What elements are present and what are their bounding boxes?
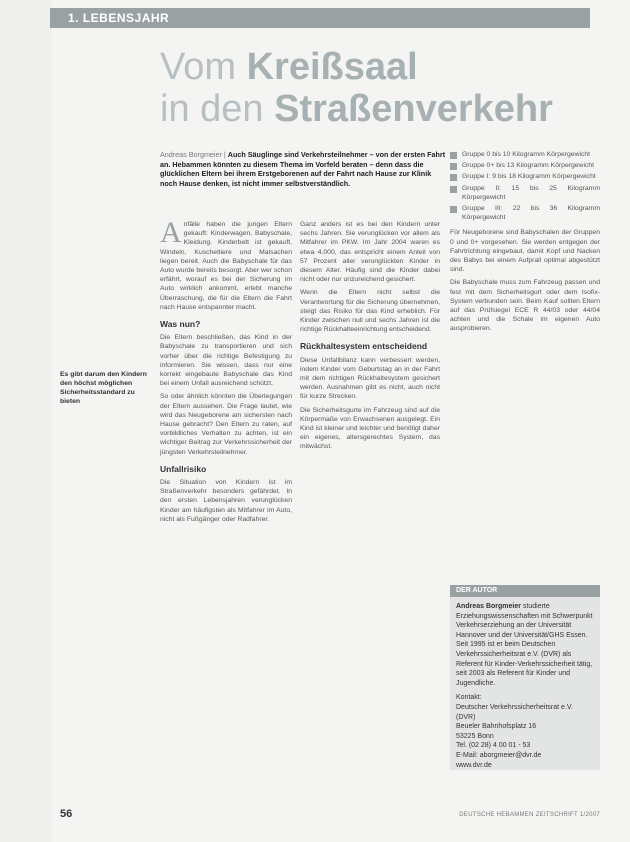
margin-note: Es gibt darum den Kindern den höchst möglichen Sicherheitsstandard zu bieten	[60, 371, 147, 405]
headline-prefix-1: Vom	[160, 46, 247, 88]
paragraph-text: nfälle haben die jungen Eltern gekauft: Kinderwagen, Babyschale, Kleidung. Kinderbett ist gekauft, Windeln, Kuscheltiere und Malsachen liegen bereit. Auch die Babyschale für das Auto wurde bereits besorgt. Aber wer schon erfährt, worauf es bei der Sicherung im Auto wirklich ankommt, erlebt manche Überraschung, die für die Eltern die Fahrt nach Hause entspannter macht.	[160, 221, 292, 311]
intro-author: Andreas Borgmeier |	[160, 150, 226, 159]
headline-line-2	[160, 88, 620, 130]
paragraph: Die Situation von Kindern ist im Straßenverkehr besonders gefährdet. In den ersten Lebensjahren verunglücken Kinder am häufigsten als Mitfahrer im Auto, nicht als Fußgänger oder Radfahrer.	[160, 479, 292, 523]
author-contact	[456, 693, 594, 770]
contact-line: 53225 Bonn	[456, 732, 494, 740]
list-item: Gruppe 0 bis 10 Kilogramm Körpergewicht	[450, 150, 600, 159]
headline-prefix-2: in den	[160, 88, 275, 130]
weight-group-list	[450, 150, 600, 222]
journal-footer: DEUTSCHE HEBAMMEN ZEITSCHRIFT 1/2007	[459, 812, 600, 818]
contact-label: Kontakt:	[456, 694, 482, 702]
section-label: 1. LEBENSJAHR	[50, 8, 590, 28]
paragraph	[160, 216, 292, 312]
author-box	[450, 585, 600, 770]
subheading: Rückhaltesystem entscheidend	[300, 341, 428, 352]
headline-line-1	[160, 46, 620, 88]
text-column-1	[160, 216, 292, 528]
paragraph: Die Eltern beschließen, das Kind in der Babyschale zu transportieren und sich vorher über die richtige Befestigung zu informieren. Sie wissen, dass nur eine korrekt eingebaute Babyschale das Kind bei einem Unfall ausreichend schützt.	[160, 334, 292, 388]
contact-email: E-Mail: aborgmeier@dvr.de	[456, 751, 542, 759]
author-bio: studierte Erziehungswissenschaften mit Schwerpunkt Verkehrserziehung an der Universität Hannover und der Universität/GHS Essen. Seit 1995 ist er beim Deutschen Verkehrssicherheitsrat e.V. (DVR) als Referent für Kinder-Verkehrssicherheit tätig, seit 2003 als Referent für Kinder und Jugendliche.	[456, 603, 593, 687]
list-item: Gruppe III: 22 bis 36 Kilogramm Körpergewicht	[450, 204, 600, 222]
drop-cap: A	[160, 216, 182, 249]
list-item: Gruppe I: 9 bis 18 Kilogramm Körpergewicht	[450, 172, 600, 181]
subheading: Unfallrisiko	[160, 463, 207, 474]
page-margin	[0, 0, 52, 842]
contact-line: Tel. (02 28) 4 00 01 - 53	[456, 742, 531, 750]
paragraph: Die Babyschale muss zum Fahrzeug passen und fest mit dem Sicherheitsgurt oder dem Isofix-System verbunden sein. Beim Kauf sollten Eltern auf das Prüfsiegel ECE R 44/03 oder 44/04 achten und die Schale im eigenen Auto ausprobieren.	[450, 279, 600, 333]
subheading: Was nun?	[160, 319, 201, 330]
contact-line: Beueler Bahnhofsplatz 16	[456, 723, 537, 731]
headline-keyword-1: Kreißsaal	[246, 46, 418, 88]
text-column-2	[300, 220, 440, 456]
text-column-3	[450, 150, 600, 338]
list-item: Gruppe II: 15 bis 25 Kilogramm Körpergewicht	[450, 184, 600, 202]
contact-line: Deutscher Verkehrssicherheitsrat e.V. (DVR)	[456, 703, 573, 721]
article-headline	[160, 46, 620, 130]
intro-lead: Auch Säuglinge sind Verkehrsteilnehmer – von der ersten Fahrt an. Hebammen könnten zu diesem Thema im Vorfeld beraten – denn dass die glücklichen Eltern bei ihrem Erstgeborenen auf der Fahrt nach Hause zur Klinik noch Hause denken, ist nicht immer selbstverständlich.	[160, 150, 446, 188]
paragraph: Diese Unfallbilanz kann verbessert werden, indem Kinder vom Geburtstag an in der Fahrt mit dem richtigen Rückhaltesystem gesichert werden. Ausnahmen gibt es nicht, auch nicht für kurze Strecken.	[300, 356, 440, 401]
paragraph: Ganz anders ist es bei den Kindern unter sechs Jahren. Sie verunglücken vor allem als Mitfahrer im PKW. Im Jahr 2004 waren es etwa 4.000, das entspricht einem Anteil von 57 Prozent aller verunglückten Kinder in diesem Alter. Häufig sind die Kinder dabei nicht oder nur unzureichend gesichert.	[300, 221, 440, 284]
article-intro	[160, 150, 450, 188]
headline-keyword-2: Straßenverkehr	[274, 88, 553, 130]
paragraph: So oder ähnlich könnten die Überlegungen der Eltern aussehen. Die Frage lautet, wie wird das Neugeborene am sichersten nach Hause gebracht? Den Eltern zu raten, auf vorbildliches Verhalten zu achten, ist ein wichtiger Beitrag zur Verkehrssicherheit der jüngsten Verkehrsteilnehmer.	[160, 393, 292, 456]
author-box-body	[450, 597, 600, 775]
page-number: 56	[60, 808, 73, 820]
paragraph: Die Sicherheitsgurte im Fahrzeug sind auf die Körpermaße von Erwachsenen ausgelegt. Ein Kind ist kleiner und leichter und benötigt daher ein eigenes, altersgerechtes System, das mitwächst.	[300, 406, 440, 451]
author-box-heading: DER AUTOR	[450, 585, 600, 597]
author-name: Andreas Borgmeier	[456, 603, 521, 610]
list-item: Gruppe 0+ bis 13 Kilogramm Körpergewicht	[450, 161, 600, 170]
contact-website: www.dvr.de	[456, 761, 492, 769]
paragraph: Für Neugeborene sind Babyschalen der Gruppen 0 und 0+ vorgesehen. Sie werden entgegen der Fahrtrichtung eingebaut, damit Kopf und Nacken des Babys bei einem Aufprall optimal abgestützt sind.	[450, 229, 600, 274]
paragraph: Wenn die Eltern nicht selbst die Verantwortung für die Sicherung übernehmen, steigt das Risiko für das Kind erheblich. Für Kinder zwischen null und sechs Jahren ist die richtige Rückhalteeinrichtung entscheidend.	[300, 289, 440, 334]
